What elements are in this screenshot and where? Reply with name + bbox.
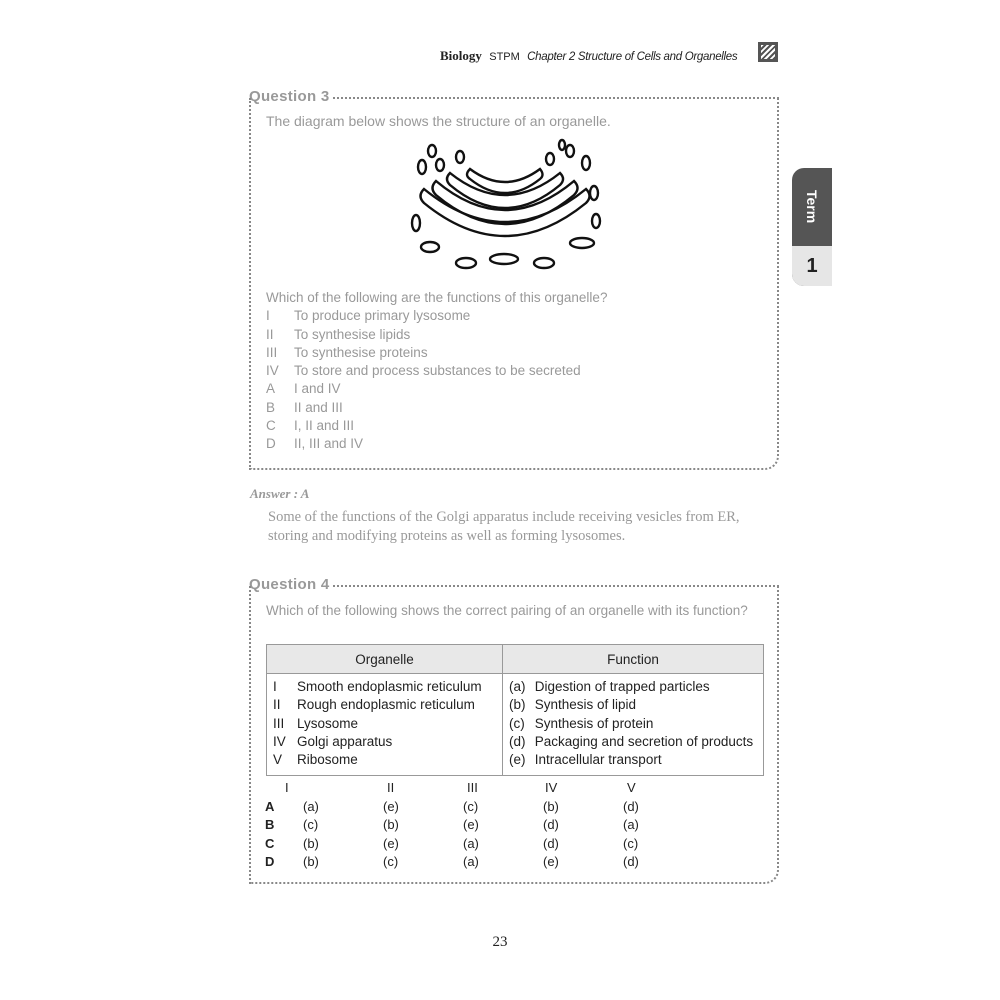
statement-row xyxy=(266,344,607,362)
list-item xyxy=(273,678,496,696)
organelle-number: II xyxy=(273,697,281,713)
book-icon xyxy=(758,42,778,62)
header-chapter: Chapter 2 Structure of Cells and Organelles xyxy=(527,51,738,63)
organelle-name: Ribosome xyxy=(297,752,358,768)
term-tab-label: Term xyxy=(804,190,820,224)
vesicle xyxy=(428,145,436,157)
golgi-apparatus-diagram xyxy=(400,135,610,275)
organelle-number: III xyxy=(273,715,285,731)
choice-text: I and IV xyxy=(294,381,341,397)
organelle-function-table xyxy=(266,644,764,776)
answer-cell: (d) xyxy=(623,854,639,869)
vesicle xyxy=(559,140,565,150)
function-text: Synthesis of protein xyxy=(534,715,654,731)
list-item xyxy=(273,696,496,714)
vesicle xyxy=(590,186,598,200)
organelle-number: IV xyxy=(273,733,286,749)
statement-row xyxy=(266,307,607,325)
choice-row xyxy=(266,399,607,417)
vesicle xyxy=(490,254,518,264)
header-exam: STPM xyxy=(489,51,520,63)
choice-text: II and III xyxy=(294,399,343,415)
page-number: 23 xyxy=(492,934,508,950)
question-3-title: Question 3 xyxy=(249,88,330,105)
organelle-name: Golgi apparatus xyxy=(297,733,393,749)
vesicle xyxy=(436,159,444,171)
vesicle xyxy=(456,258,476,268)
list-item xyxy=(273,751,496,769)
statement-text: To produce primary lysosome xyxy=(294,308,471,324)
choice-text: I, II and III xyxy=(294,418,355,434)
list-item xyxy=(273,715,496,733)
vesicle xyxy=(566,145,574,157)
function-key: (b) xyxy=(509,697,526,713)
statement-text: To store and process substances to be secreted xyxy=(294,363,581,379)
term-tab xyxy=(792,168,832,286)
table-header-function: Function xyxy=(503,645,764,674)
choice-text: II, III and IV xyxy=(294,436,364,452)
cisterna xyxy=(447,173,563,208)
function-list xyxy=(503,674,764,776)
function-text: Intracellular transport xyxy=(534,752,662,768)
choice-row xyxy=(266,417,607,435)
answer-cell: (e) xyxy=(543,854,559,869)
answer-cell: (a) xyxy=(463,854,479,869)
statement-number: III xyxy=(266,344,278,360)
question-3-options xyxy=(266,289,607,454)
list-item xyxy=(509,733,757,751)
vesicle xyxy=(456,151,464,163)
statement-row xyxy=(266,326,607,344)
header-subject: Biology xyxy=(440,48,482,63)
answer-cell: (b) xyxy=(303,854,319,869)
answer-cell: (e) xyxy=(383,835,399,851)
answer-cell: (e) xyxy=(463,817,479,832)
column-header: IV xyxy=(545,780,558,795)
vesicle xyxy=(546,153,554,165)
choice-letter: B xyxy=(266,399,276,415)
list-item xyxy=(509,715,757,733)
statement-text: To synthesise proteins xyxy=(294,344,428,360)
list-item xyxy=(509,678,757,696)
answer-cell: (c) xyxy=(463,798,479,814)
statement-number: IV xyxy=(266,363,279,379)
column-header: III xyxy=(467,780,478,795)
choice-letter: A xyxy=(266,381,276,397)
choice-letter: D xyxy=(266,436,276,452)
question-4-prompt: Which of the following shows the correct pairing of an organelle with its function? xyxy=(266,603,748,618)
statement-number: I xyxy=(266,308,270,324)
statement-text: To synthesise lipids xyxy=(294,326,411,342)
organelle-name: Rough endoplasmic reticulum xyxy=(297,697,475,713)
function-key: (c) xyxy=(509,715,525,731)
choice-row xyxy=(266,435,607,453)
choice-letter: C xyxy=(266,418,276,434)
organelle-name: Lysosome xyxy=(297,715,359,731)
vesicle xyxy=(534,258,554,268)
answer-3-label: Answer : A xyxy=(250,486,310,501)
statement-number: II xyxy=(266,326,274,342)
table-header-organelle: Organelle xyxy=(267,645,503,674)
answer-cell: (a) xyxy=(623,817,639,832)
term-tab-number: 1 xyxy=(792,246,832,286)
function-key: (d) xyxy=(509,733,526,749)
answer-3-explanation: Some of the functions of the Golgi apparatus include receiving vesicles from ER, storing and modifying proteins as well as forming lysosomes. xyxy=(268,509,740,544)
question-3-intro: The diagram below shows the structure of an organelle. xyxy=(266,113,611,129)
organelle-number: V xyxy=(273,752,283,768)
function-text: Digestion of trapped particles xyxy=(534,679,710,694)
answer-letter: D xyxy=(265,854,275,869)
vesicle xyxy=(412,215,420,231)
question-3-prompt: Which of the following are the functions of this organelle? xyxy=(266,290,608,305)
vesicle xyxy=(592,214,600,228)
answer-cell: (d) xyxy=(543,835,559,851)
function-key: (e) xyxy=(509,752,526,768)
answer-cell: (a) xyxy=(463,835,479,851)
list-item xyxy=(509,751,757,769)
column-header: I xyxy=(285,780,289,795)
answer-cell: (d) xyxy=(543,817,559,832)
answer-cell: (b) xyxy=(383,817,399,832)
vesicle xyxy=(570,238,594,248)
answer-letter: C xyxy=(265,835,275,851)
organelle-number: I xyxy=(273,679,277,694)
running-header xyxy=(440,48,780,68)
answer-cell: (c) xyxy=(623,835,639,851)
list-item xyxy=(273,733,496,751)
list-item xyxy=(509,696,757,714)
function-key: (a) xyxy=(509,679,526,694)
column-header: II xyxy=(387,780,395,795)
vesicle xyxy=(582,156,590,170)
choice-row xyxy=(266,380,607,398)
answer-cell: (d) xyxy=(623,798,639,814)
answer-cell: (c) xyxy=(383,854,399,869)
function-text: Packaging and secretion of products xyxy=(534,733,754,749)
vesicle xyxy=(421,242,439,252)
vesicle xyxy=(418,160,426,174)
organelle-list xyxy=(267,674,503,776)
organelle-name: Smooth endoplasmic reticulum xyxy=(297,679,482,694)
question-4-title: Question 4 xyxy=(249,576,330,593)
answer-cell: (b) xyxy=(543,798,559,814)
answer-cell: (e) xyxy=(383,798,399,814)
statement-row xyxy=(266,362,607,380)
answer-cell: (c) xyxy=(303,817,319,832)
answer-letter: B xyxy=(265,817,275,832)
answer-cell: (b) xyxy=(303,835,319,851)
function-text: Synthesis of lipid xyxy=(534,697,637,713)
answer-cell: (a) xyxy=(303,798,319,814)
answer-letter: A xyxy=(265,798,275,814)
column-header: V xyxy=(627,780,636,795)
